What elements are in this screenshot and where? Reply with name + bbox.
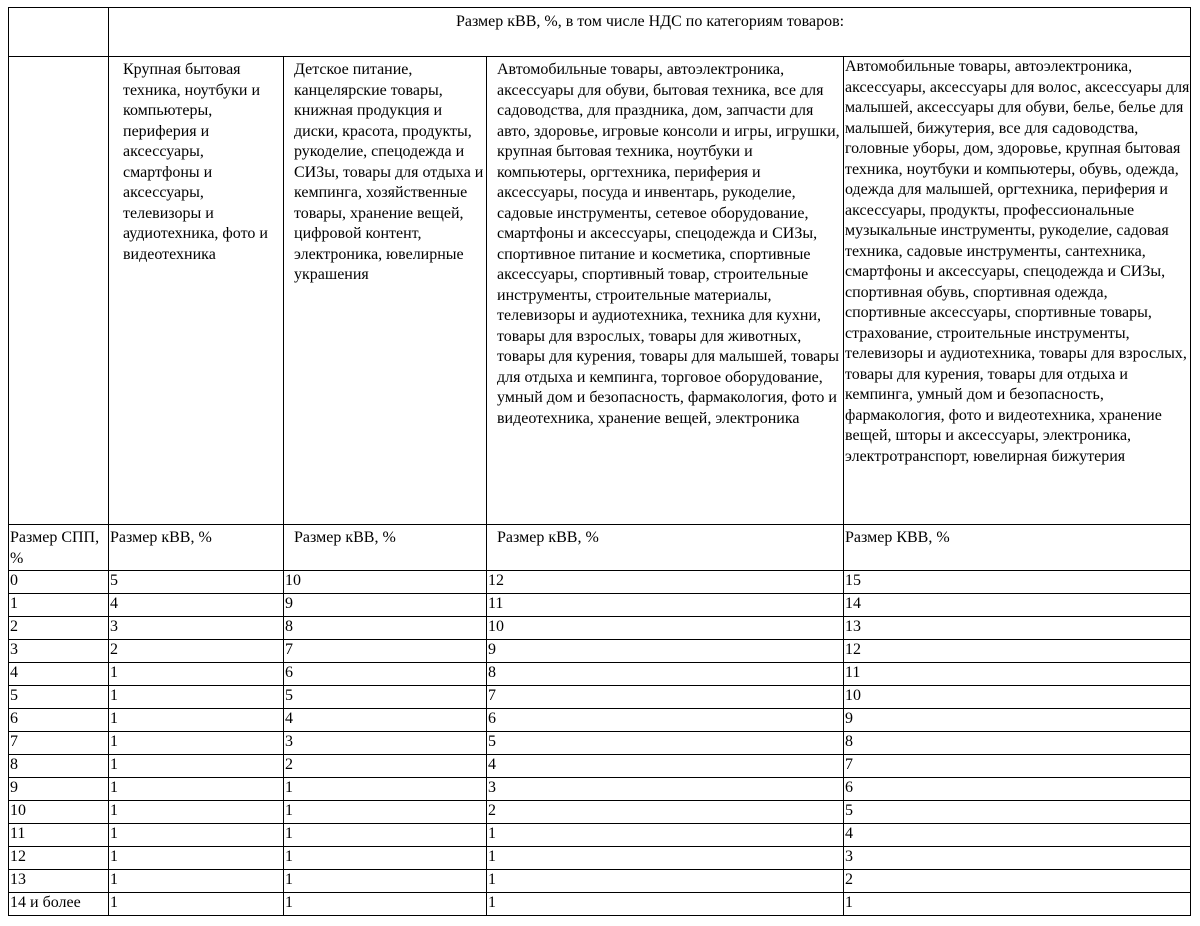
kvv-value-cell: 1 bbox=[284, 778, 487, 801]
kvv-value-cell: 1 bbox=[487, 824, 844, 847]
kvv-value-cell: 1 bbox=[487, 893, 844, 916]
kvv-value-cell: 11 bbox=[844, 663, 1191, 686]
kvv-value-cell: 1 bbox=[109, 686, 284, 709]
table-row bbox=[9, 755, 1191, 778]
kvv-value-cell: 4 bbox=[487, 755, 844, 778]
kvv-value-cell: 2 bbox=[284, 755, 487, 778]
kvv-value-cell: 3 bbox=[487, 778, 844, 801]
kvv-value-cell: 5 bbox=[844, 801, 1191, 824]
kvv-value-cell: 9 bbox=[284, 594, 487, 617]
sub-header-row bbox=[9, 525, 1191, 571]
kvv-value-cell: 1 bbox=[109, 847, 284, 870]
category-cell-2: Детское питание, канцелярские товары, книжная продукция и диски, красота, продукты, рукоделие, спецодежда и СИЗы, товары для отдыха и кемпинга, хозяйственные товары, хранение вещей, цифровой контент, электроника, ювелирные украшения bbox=[284, 57, 487, 525]
table-row bbox=[9, 824, 1191, 847]
kvv-value-cell: 1 bbox=[109, 824, 284, 847]
kvv-value-cell: 4 bbox=[844, 824, 1191, 847]
table-row bbox=[9, 778, 1191, 801]
spp-value-cell: 12 bbox=[9, 847, 109, 870]
category-row bbox=[9, 57, 1191, 525]
kvv-value-cell: 1 bbox=[844, 893, 1191, 916]
kvv-value-cell: 9 bbox=[844, 709, 1191, 732]
spp-value-cell: 5 bbox=[9, 686, 109, 709]
kvv-value-cell: 13 bbox=[844, 617, 1191, 640]
table-title-row bbox=[9, 8, 1191, 57]
spp-value-cell: 13 bbox=[9, 870, 109, 893]
kvv-value-cell: 7 bbox=[487, 686, 844, 709]
kvv-value-cell: 5 bbox=[487, 732, 844, 755]
kvv-value-cell: 1 bbox=[487, 870, 844, 893]
table-row bbox=[9, 640, 1191, 663]
kvv-header-2: Размер кВВ, % bbox=[284, 525, 487, 571]
kvv-value-cell: 4 bbox=[284, 709, 487, 732]
kvv-value-cell: 11 bbox=[487, 594, 844, 617]
kvv-value-cell: 10 bbox=[487, 617, 844, 640]
table-row bbox=[9, 893, 1191, 916]
category-cell-1: Крупная бытовая техника, ноутбуки и компьютеры, периферия и аксессуары, смартфоны и аксессуары, телевизоры и аудиотехника, фото и видеотехника bbox=[109, 57, 284, 525]
kvv-value-cell: 8 bbox=[844, 732, 1191, 755]
kvv-value-cell: 1 bbox=[284, 847, 487, 870]
category-cell-4: Автомобильные товары, автоэлектроника, аксессуары, аксессуары для волос, аксессуары для малышей, аксессуары для обуви, белье, белье для малышей, бижутерия, все для садоводства, головные уборы, дом, здоровье, крупная бытовая техника, ноутбуки и компьютеры, обувь, одежда, одежда для малышей, оргтехника, периферия и аксессуары, продукты, профессиональные музыкальные инструменты, рукоделие, садовая техника, садовые инструменты, сантехника, смартфоны и аксессуары, спецодежда и СИЗы, спортивная обувь, спортивная одежда, спортивные аксессуары, спортивные товары, страхование, строительные инструменты, телевизоры и аудиотехника, товары для взрослых, товары для курения, товары для отдыха и кемпинга, умный дом и безопасность, фармакология, фото и видеотехника, хранение вещей, шторы и аксессуары, электроника, электротранспорт, ювелирная бижутерия bbox=[844, 57, 1191, 525]
spp-value-cell: 7 bbox=[9, 732, 109, 755]
kvv-value-cell: 1 bbox=[284, 893, 487, 916]
table-row bbox=[9, 663, 1191, 686]
kvv-value-cell: 6 bbox=[284, 663, 487, 686]
kvv-value-cell: 7 bbox=[844, 755, 1191, 778]
table-row bbox=[9, 571, 1191, 594]
kvv-value-cell: 12 bbox=[487, 571, 844, 594]
kvv-value-cell: 1 bbox=[109, 778, 284, 801]
kvv-value-cell: 1 bbox=[284, 824, 487, 847]
table-row bbox=[9, 617, 1191, 640]
kvv-value-cell: 12 bbox=[844, 640, 1191, 663]
table-row bbox=[9, 801, 1191, 824]
kvv-value-cell: 9 bbox=[487, 640, 844, 663]
kvv-value-cell: 2 bbox=[844, 870, 1191, 893]
spp-value-cell: 3 bbox=[9, 640, 109, 663]
table-row bbox=[9, 594, 1191, 617]
table-row bbox=[9, 686, 1191, 709]
kvv-value-cell: 8 bbox=[284, 617, 487, 640]
kvv-header-3: Размер кВВ, % bbox=[487, 525, 844, 571]
kvv-header-1: Размер кВВ, % bbox=[109, 525, 284, 571]
kvv-value-cell: 8 bbox=[487, 663, 844, 686]
spp-value-cell: 8 bbox=[9, 755, 109, 778]
empty-cell bbox=[9, 57, 109, 525]
table-row bbox=[9, 709, 1191, 732]
corner-cell bbox=[9, 8, 109, 57]
kvv-value-cell: 7 bbox=[284, 640, 487, 663]
kvv-value-cell: 1 bbox=[109, 755, 284, 778]
kvv-value-cell: 5 bbox=[109, 571, 284, 594]
spp-value-cell: 1 bbox=[9, 594, 109, 617]
kvv-value-cell: 1 bbox=[109, 893, 284, 916]
spp-header: Размер СПП, % bbox=[9, 525, 109, 571]
kvv-header-4: Размер КВВ, % bbox=[844, 525, 1191, 571]
kvv-value-cell: 2 bbox=[487, 801, 844, 824]
kvv-value-cell: 2 bbox=[109, 640, 284, 663]
kvv-value-cell: 1 bbox=[284, 870, 487, 893]
spp-value-cell: 14 и более bbox=[9, 893, 109, 916]
spp-value-cell: 9 bbox=[9, 778, 109, 801]
spp-value-cell: 6 bbox=[9, 709, 109, 732]
kvv-value-cell: 1 bbox=[487, 847, 844, 870]
kvv-value-cell: 6 bbox=[844, 778, 1191, 801]
kvv-value-cell: 1 bbox=[109, 663, 284, 686]
kvv-value-cell: 10 bbox=[284, 571, 487, 594]
kvv-value-cell: 1 bbox=[109, 709, 284, 732]
kvv-value-cell: 4 bbox=[109, 594, 284, 617]
category-cell-3: Автомобильные товары, автоэлектроника, аксессуары для обуви, бытовая техника, все для садоводства, для праздника, дом, запчасти для авто, здоровье, игровые консоли и игры, игрушки, крупная бытовая техника, ноутбуки и компьютеры, оргтехника, периферия и аксессуары, посуда и инвентарь, рукоделие, садовые инструменты, сетевое оборудование, смартфоны и аксессуары, спецодежда и СИЗы, спортивное питание и косметика, спортивные аксессуары, спортивный товар, строительные инструменты, строительные материалы, телевизоры и аудиотехника, техника для кухни, товары для взрослых, товары для животных, товары для курения, товары для малышей, товары для отдыха и кемпинга, торговое оборудование, умный дом и безопасность, фармакология, фото и видеотехника, хранение вещей, электроника bbox=[487, 57, 844, 525]
spp-value-cell: 10 bbox=[9, 801, 109, 824]
table-title: Размер кВВ, %, в том числе НДС по категориям товаров: bbox=[109, 8, 1191, 57]
kvv-value-cell: 3 bbox=[109, 617, 284, 640]
table-row bbox=[9, 732, 1191, 755]
table-row bbox=[9, 870, 1191, 893]
spp-value-cell: 11 bbox=[9, 824, 109, 847]
kvv-value-cell: 1 bbox=[109, 870, 284, 893]
kvv-value-cell: 1 bbox=[109, 801, 284, 824]
kvv-value-cell: 14 bbox=[844, 594, 1191, 617]
kvv-value-cell: 1 bbox=[284, 801, 487, 824]
spp-value-cell: 2 bbox=[9, 617, 109, 640]
kvv-value-cell: 6 bbox=[487, 709, 844, 732]
spp-value-cell: 4 bbox=[9, 663, 109, 686]
kvv-value-cell: 15 bbox=[844, 571, 1191, 594]
kvv-value-cell: 1 bbox=[109, 732, 284, 755]
kvv-value-cell: 5 bbox=[284, 686, 487, 709]
kvv-value-cell: 3 bbox=[284, 732, 487, 755]
spp-value-cell: 0 bbox=[9, 571, 109, 594]
kvv-value-cell: 10 bbox=[844, 686, 1191, 709]
kvv-value-cell: 3 bbox=[844, 847, 1191, 870]
table-row bbox=[9, 847, 1191, 870]
commission-table bbox=[8, 7, 1191, 916]
